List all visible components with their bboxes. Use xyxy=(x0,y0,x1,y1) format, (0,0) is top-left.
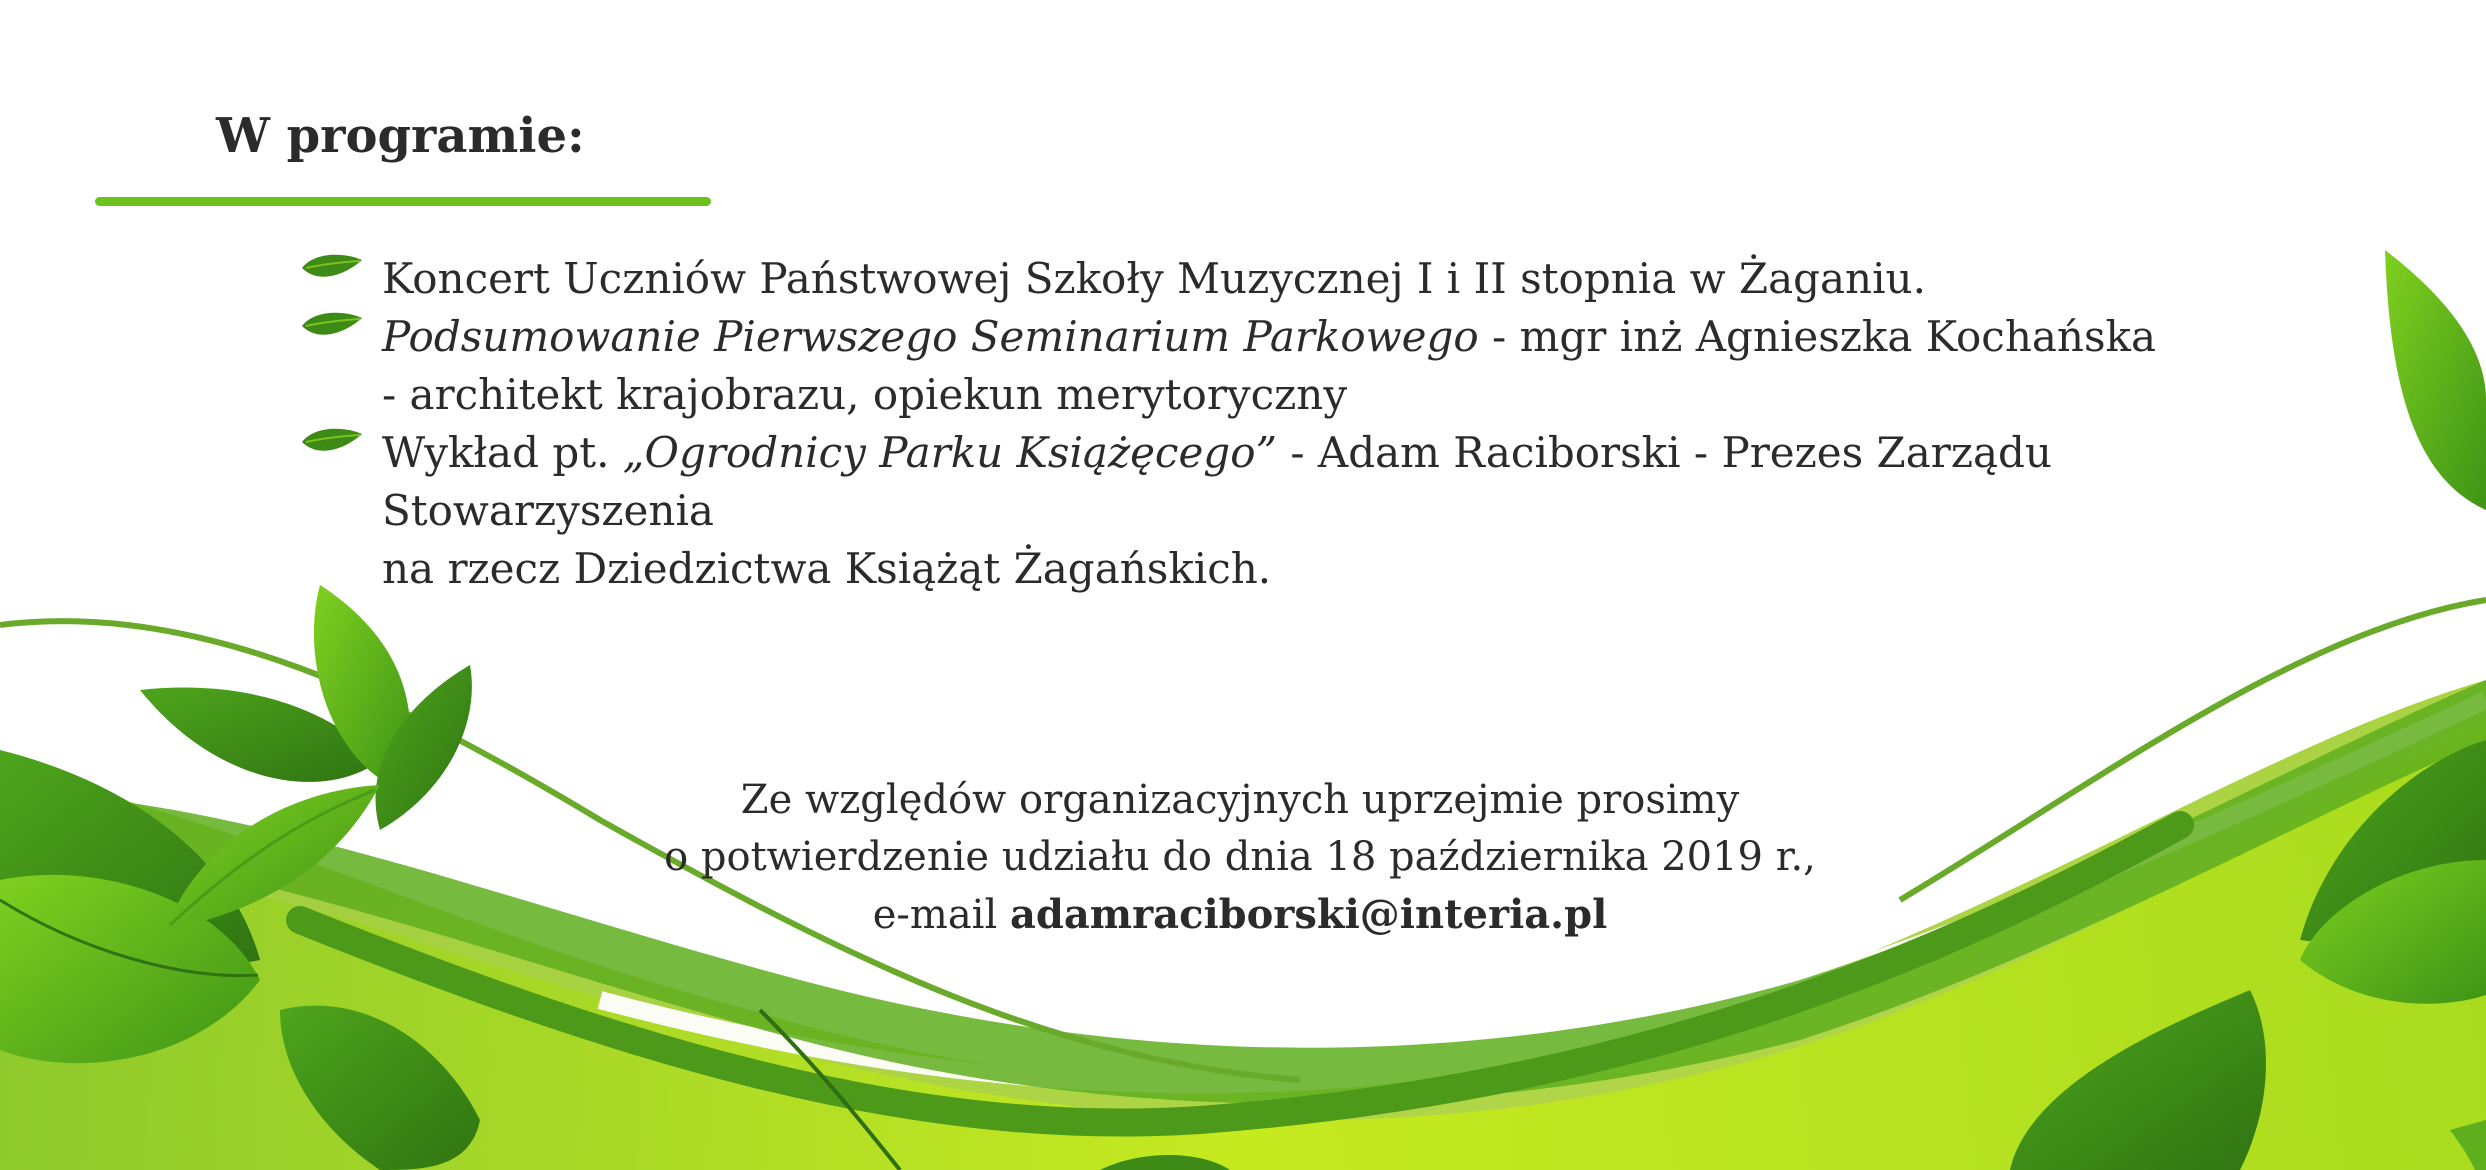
program-item-text: - Adam Raciborski - Prezes Zarządu Stowarzyszenia xyxy=(382,428,2052,535)
email-label: e-mail xyxy=(872,892,1010,938)
program-item xyxy=(300,308,2360,424)
program-heading: W programie: xyxy=(216,108,585,164)
leaf-bullet-icon xyxy=(300,424,364,460)
program-item xyxy=(300,424,2360,598)
leaf-bullet-icon xyxy=(300,308,364,344)
email-address: adamraciborski@interia.pl xyxy=(1009,891,1608,938)
program-item-title: „Ogrodnicy Parku Książęcego” xyxy=(622,428,1277,477)
program-item-title: Podsumowanie Pierwszego Seminarium Parkowego xyxy=(382,312,1479,361)
leaf-bullet-icon xyxy=(300,250,364,286)
program-item-text: - architekt krajobrazu, opiekun merytoryczny xyxy=(382,370,1348,419)
program-item-separator: - xyxy=(1478,312,1520,361)
notice-line: o potwierdzenie udziału do dnia 18 października 2019 r., xyxy=(664,834,1816,880)
notice-line: Ze względów organizacyjnych uprzejmie prosimy xyxy=(740,777,1740,823)
program-item-text: Koncert Uczniów Państwowej Szkoły Muzycznej I i II stopnia w Żaganiu. xyxy=(382,254,1926,303)
notice-email-line xyxy=(640,886,1840,944)
program-item-text: mgr inż Agnieszka Kochańska xyxy=(1519,312,2157,361)
program-list xyxy=(300,250,2360,598)
program-item xyxy=(300,250,2360,308)
program-item-text: Wykład pt. xyxy=(382,428,623,477)
heading-underline xyxy=(95,197,711,206)
rsvp-notice xyxy=(640,772,1840,944)
program-item-text: na rzecz Dziedzictwa Książąt Żagańskich. xyxy=(382,544,1272,593)
